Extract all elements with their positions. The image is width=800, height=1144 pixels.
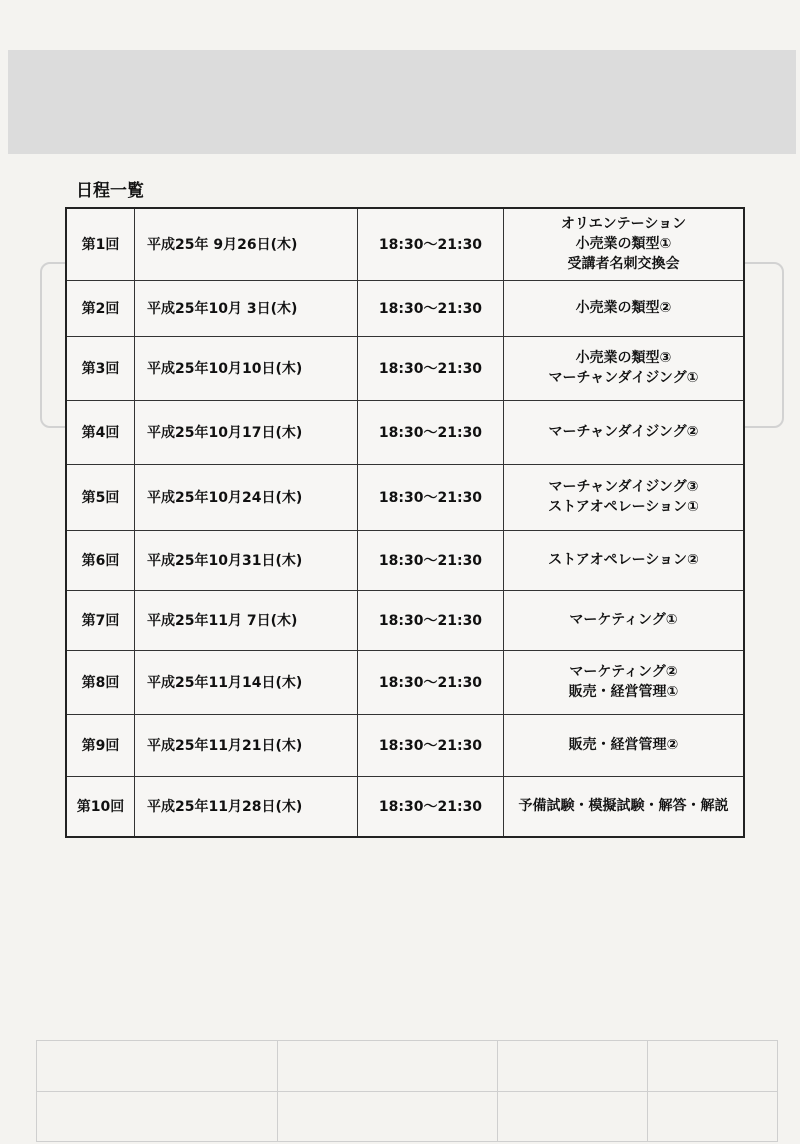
session-time: 18:30～21:30	[358, 590, 504, 650]
table-row	[66, 776, 744, 837]
session-date: 平成25年10月 3日(木)	[135, 280, 358, 336]
table-row	[66, 650, 744, 714]
session-topic	[504, 776, 745, 837]
ghost-form-grid	[36, 1040, 778, 1142]
table-row	[66, 590, 744, 650]
session-topic	[504, 400, 745, 464]
topic-line: 販売・経営管理②	[568, 737, 679, 753]
session-time: 18:30～21:30	[358, 336, 504, 400]
session-topic	[504, 336, 745, 400]
session-time: 18:30～21:30	[358, 280, 504, 336]
session-date: 平成25年10月17日(木)	[135, 400, 358, 464]
topic-line: マーチャンダイジング②	[548, 424, 699, 440]
session-number: 第3回	[66, 336, 135, 400]
topic-line: マーチャンダイジング③	[548, 479, 699, 495]
table-row	[66, 280, 744, 336]
session-topic	[504, 714, 745, 776]
session-date: 平成25年11月21日(木)	[135, 714, 358, 776]
session-topic	[504, 590, 745, 650]
session-number: 第5回	[66, 464, 135, 530]
table-row	[66, 208, 744, 280]
session-number: 第6回	[66, 530, 135, 590]
topic-line: 予備試験・模擬試験・解答・解説	[518, 798, 729, 815]
session-date: 平成25年11月 7日(木)	[135, 590, 358, 650]
table-row	[66, 530, 744, 590]
session-date: 平成25年11月14日(木)	[135, 650, 358, 714]
topic-line: マーチャンダイジング①	[548, 370, 699, 386]
session-number: 第1回	[66, 208, 135, 280]
session-number: 第2回	[66, 280, 135, 336]
topic-line: 受講者名刺交換会	[567, 256, 680, 273]
topic-line: 小売業の類型③	[575, 350, 672, 366]
topic-line: マーケティング②	[569, 664, 678, 680]
schedule-heading: 日程一覧	[76, 181, 144, 201]
table-row	[66, 336, 744, 400]
session-time: 18:30～21:30	[358, 400, 504, 464]
session-date: 平成25年10月10日(木)	[135, 336, 358, 400]
topic-line: 小売業の類型①	[575, 236, 672, 253]
session-time: 18:30～21:30	[358, 650, 504, 714]
session-time: 18:30～21:30	[358, 714, 504, 776]
topic-line: マーケティング①	[569, 612, 678, 628]
topic-line: 販売・経営管理①	[568, 684, 679, 700]
table-row	[66, 714, 744, 776]
topic-line: ストアオペレーション②	[548, 552, 699, 568]
schedule-table	[65, 207, 745, 838]
topic-line: ストアオペレーション①	[548, 499, 699, 515]
session-date: 平成25年 9月26日(木)	[135, 208, 358, 280]
session-date: 平成25年11月28日(木)	[135, 776, 358, 837]
session-topic	[504, 650, 745, 714]
topic-line: オリエンテーション	[560, 216, 687, 233]
session-number: 第9回	[66, 714, 135, 776]
session-time: 18:30～21:30	[358, 530, 504, 590]
ghost-banner	[8, 50, 796, 154]
session-topic	[504, 464, 745, 530]
session-time: 18:30～21:30	[358, 464, 504, 530]
session-date: 平成25年10月24日(木)	[135, 464, 358, 530]
session-topic	[504, 280, 745, 336]
table-row	[66, 464, 744, 530]
session-time: 18:30～21:30	[358, 208, 504, 280]
session-number: 第4回	[66, 400, 135, 464]
session-number: 第7回	[66, 590, 135, 650]
session-topic	[504, 208, 745, 280]
session-number: 第8回	[66, 650, 135, 714]
session-number: 第10回	[66, 776, 135, 837]
topic-line: 小売業の類型②	[575, 300, 672, 316]
table-row	[66, 400, 744, 464]
session-time: 18:30～21:30	[358, 776, 504, 837]
session-topic	[504, 530, 745, 590]
session-date: 平成25年10月31日(木)	[135, 530, 358, 590]
